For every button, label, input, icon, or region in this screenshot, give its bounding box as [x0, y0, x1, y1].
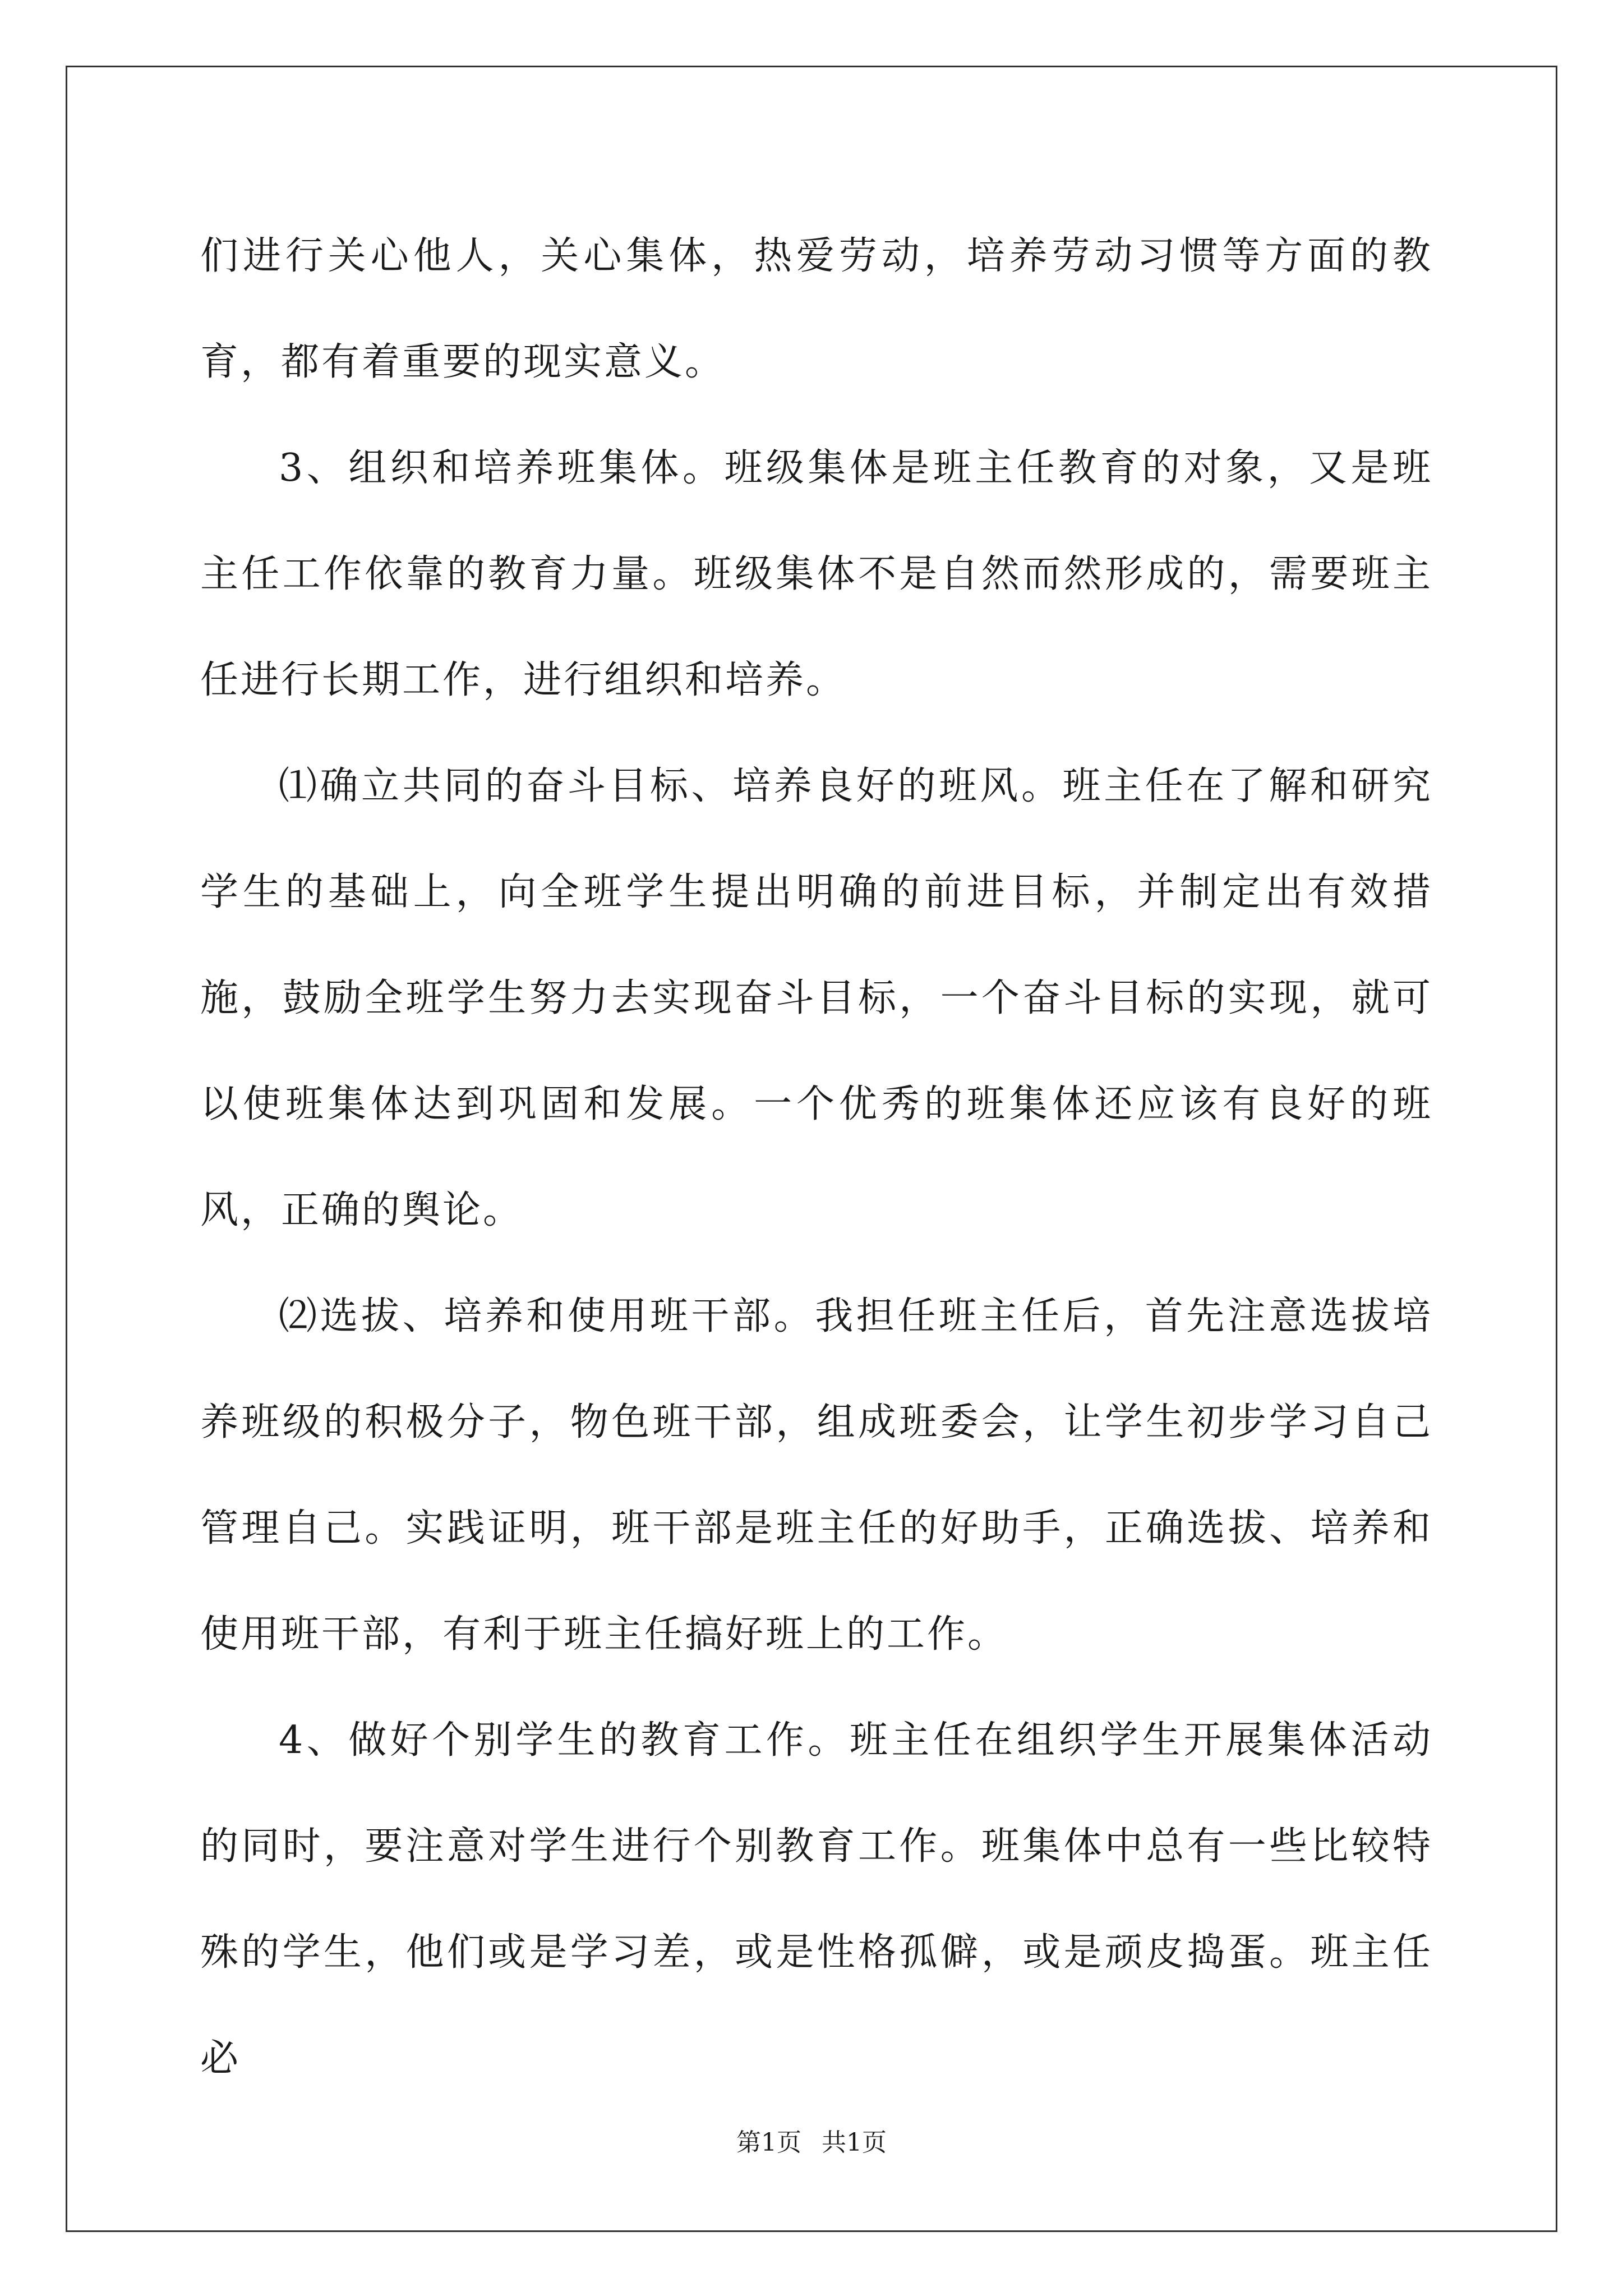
page-footer	[0, 2126, 1623, 2160]
paragraph-5: 4、做好个别学生的教育工作。班主任在组织学生开展集体活动的同时，要注意对学生进行个别教育工作。班集体中总有一些比较特殊的学生，他们或是学习差，或是性格孤僻，或是顽皮捣蛋。班主任必	[200, 1718, 1433, 2081]
paragraph-2: 3、组织和培养班集体。班级集体是班主任教育的对象，又是班主任工作依靠的教育力量。班级集体不是自然而然形成的，需要班主任进行长期工作，进行组织和培养。	[200, 446, 1433, 702]
paragraph-3: ⑴确立共同的奋斗目标、培养良好的班风。班主任在了解和研究学生的基础上，向全班学生提出明确的前进目标，并制定出有效措施，鼓励全班学生努力去实现奋斗目标，一个奋斗目标的实现，就可以使班集体达到巩固和发展。一个优秀的班集体还应该有良好的班风，正确的舆论。	[200, 764, 1433, 1232]
paragraph-1: 们进行关心他人，关心集体，热爱劳动，培养劳动习惯等方面的教育，都有着重要的现实意义。	[200, 234, 1433, 384]
paragraph-4: ⑵选拔、培养和使用班干部。我担任班主任后，首先注意选拔培养班级的积极分子，物色班干部，组成班委会，让学生初步学习自己管理自己。实践证明，班干部是班主任的好助手，正确选拔、培养和使用班干部，有利于班主任搞好班上的工作。	[200, 1294, 1433, 1657]
page-number: 第1页	[736, 2128, 801, 2157]
document-body	[200, 203, 1433, 2111]
page-total: 共1页	[822, 2128, 887, 2157]
